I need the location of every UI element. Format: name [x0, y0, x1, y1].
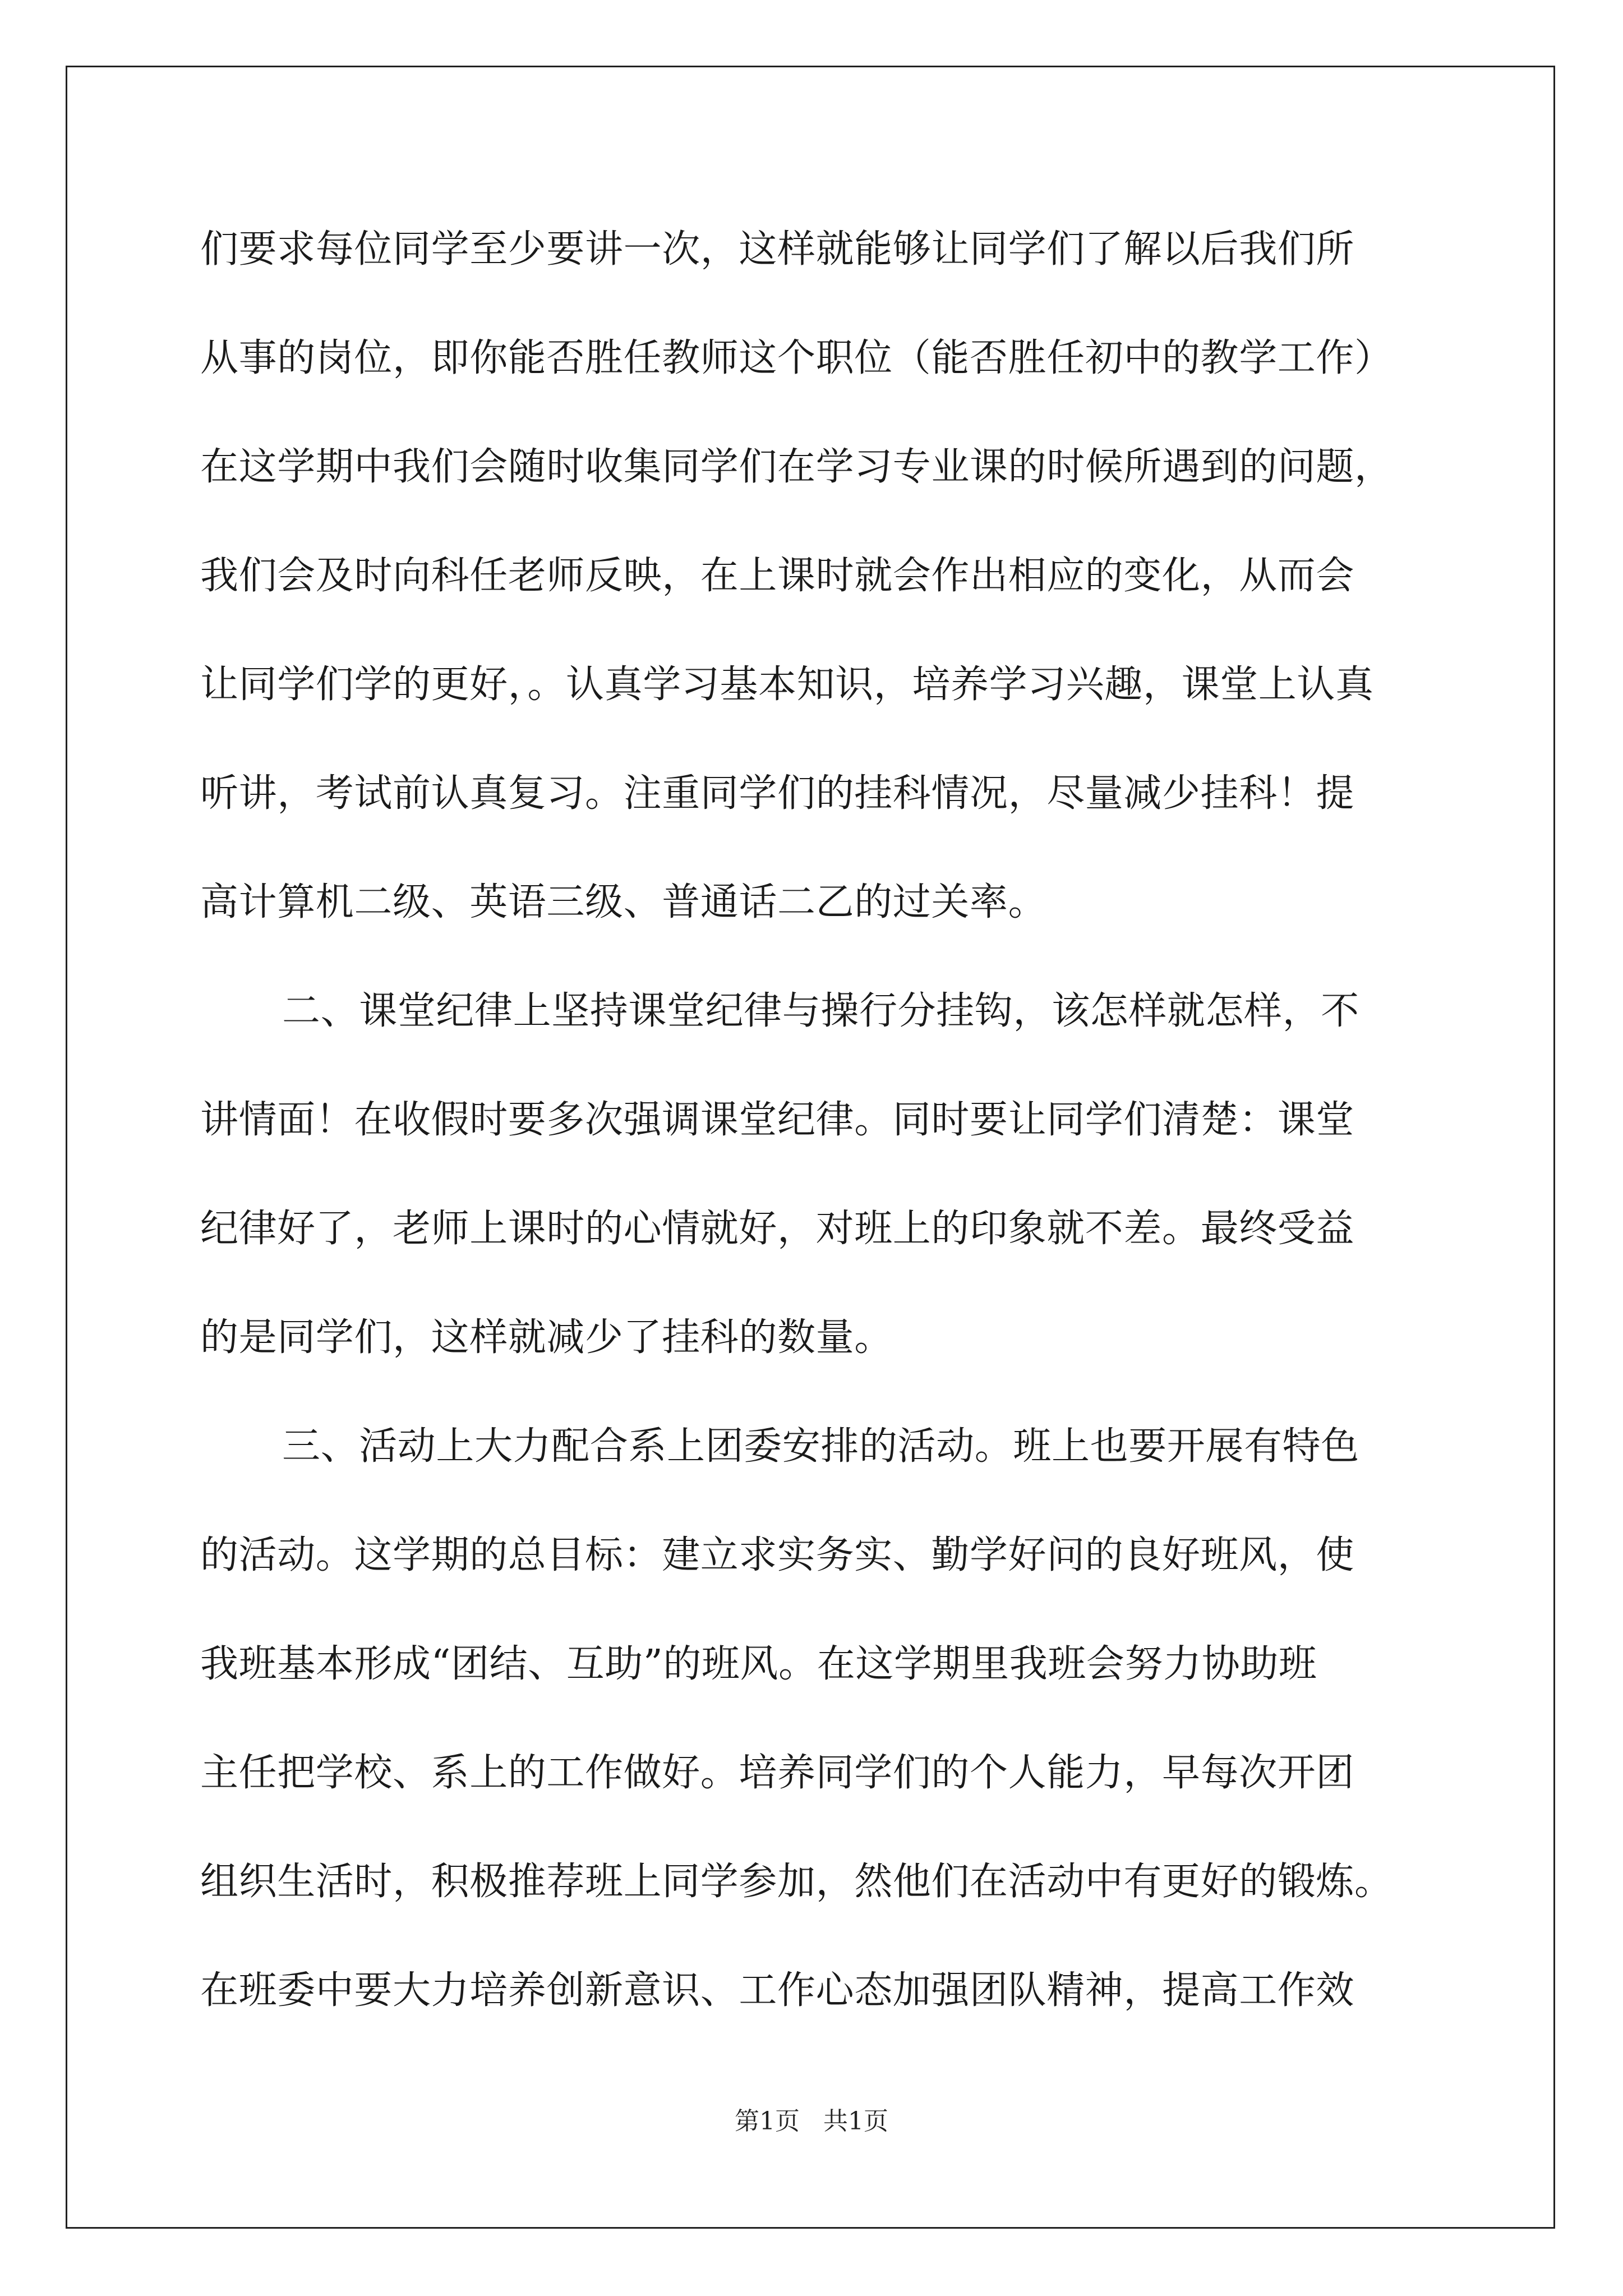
- text-line: 在班委中要大力培养创新意识、工作心态加强团队精神，提高工作效: [200, 1968, 1355, 2013]
- page-footer: [0, 2105, 1623, 2138]
- paragraph-start-line: 二、课堂纪律上坚持课堂纪律与操行分挂钩，该怎样就怎样，不: [282, 989, 1359, 1033]
- text-line: 组织生活时，积极推荐班上同学参加，然他们在活动中有更好的锻炼。: [200, 1860, 1393, 1904]
- paragraph-start-line: 三、活动上大力配合系上团委安排的活动。班上也要开展有特色: [282, 1424, 1359, 1469]
- text-line: 的是同学们，这样就减少了挂科的数量。: [200, 1315, 893, 1360]
- text-line: 主任把学校、系上的工作做好。培养同学们的个人能力，早每次开团: [200, 1751, 1355, 1795]
- text-line: 听讲，考试前认真复习。注重同学们的挂科情况，尽量减少挂科！提: [200, 771, 1355, 816]
- page-number-current: 第1页: [735, 2107, 800, 2136]
- text-line: 从事的岗位，即你能否胜任教师这个职位（能否胜任初中的教学工作）: [200, 336, 1393, 380]
- text-line: 讲情面！在收假时要多次强调课堂纪律。同时要让同学们清楚：课堂: [200, 1098, 1355, 1142]
- text-line: 的活动。这学期的总目标：建立求实务实、勤学好问的良好班风，使: [200, 1533, 1355, 1577]
- text-line: 们要求每位同学至少要讲一次，这样就能够让同学们了解以后我们所: [200, 227, 1355, 272]
- page-number-total: 共1页: [823, 2107, 888, 2136]
- text-line: 让同学们学的更好，。认真学习基本知识，培养学习兴趣，课堂上认真: [200, 662, 1374, 707]
- text-line: 我们会及时向科任老师反映，在上课时就会作出相应的变化，从而会: [200, 554, 1355, 598]
- text-line: 高计算机二级、英语三级、普通话二乙的过关率。: [200, 880, 1047, 924]
- text-line: 在这学期中我们会随时收集同学们在学习专业课的时候所遇到的问题，: [200, 445, 1393, 489]
- text-line: 我班基本形成“团结、互助”的班风。在这学期里我班会努力协助班: [200, 1642, 1317, 1686]
- text-line: 纪律好了，老师上课时的心情就好，对班上的印象就不差。最终受益: [200, 1207, 1355, 1251]
